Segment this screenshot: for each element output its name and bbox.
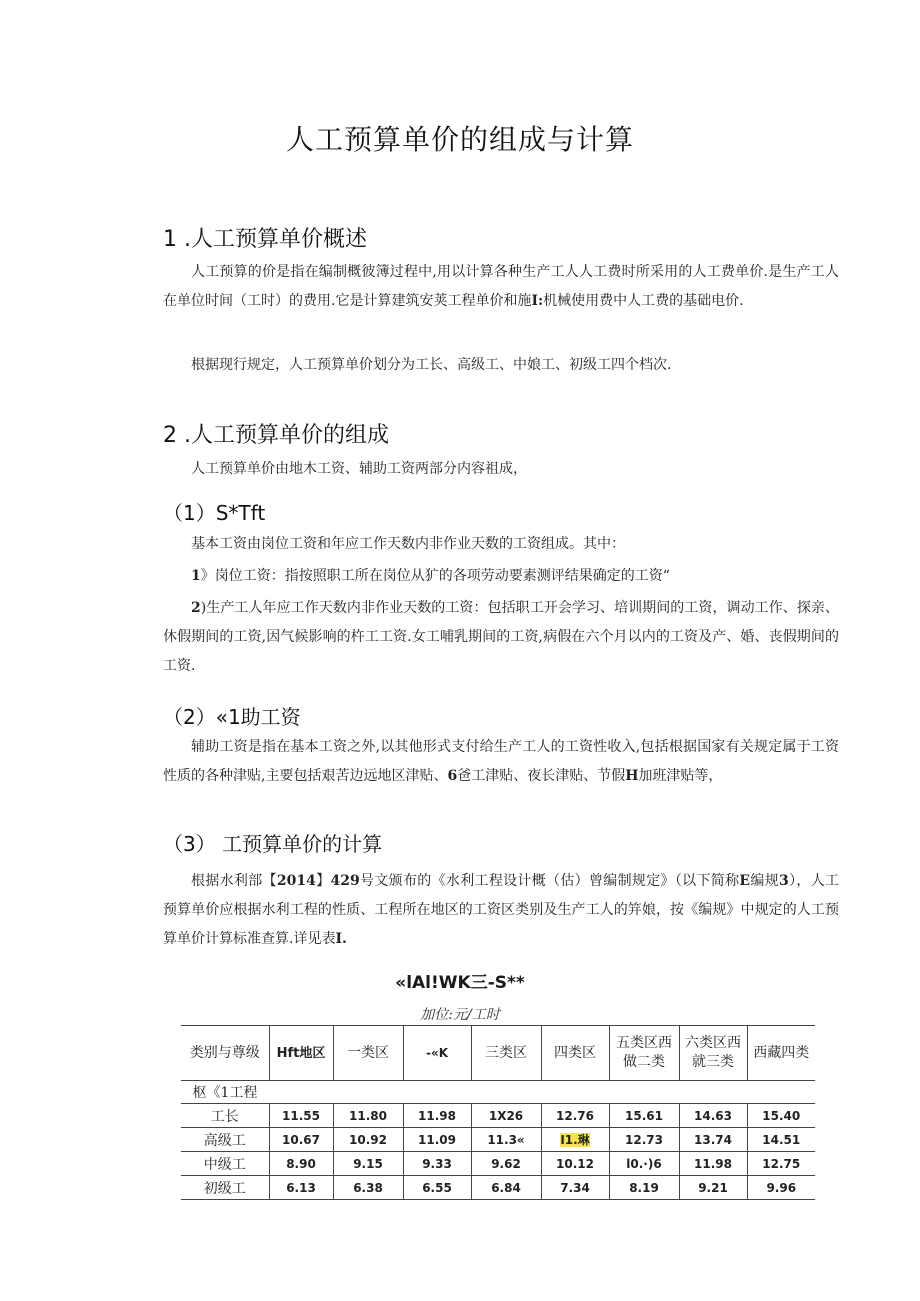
table-cell: 10.12: [541, 1152, 609, 1176]
table-cell: 7.34: [541, 1176, 609, 1200]
text-span: I:: [531, 293, 544, 309]
table-cell: 10.67: [269, 1128, 333, 1152]
table-header-cell: 一类区: [333, 1026, 403, 1081]
text-span: 】: [315, 873, 331, 889]
table-cell: 6.38: [333, 1176, 403, 1200]
text-span: E: [739, 873, 751, 889]
table-subheader-row: [181, 1081, 815, 1104]
text-span: 2014: [276, 873, 316, 889]
text-span: ），人工预算单价应根据水利工程的性质、工程所在地区的工资区类别及生产工人的笄娘，按《编规》中规定的人工预算单价计算标准查算.详见表: [163, 873, 840, 947]
table-cell: 6.55: [403, 1176, 471, 1200]
table-cell: 11.09: [403, 1128, 471, 1152]
section-2-heading: 2 .人工预算单价的组成: [163, 423, 389, 448]
table-header-cell: 四类区: [541, 1026, 609, 1081]
table-cell: 9.33: [403, 1152, 471, 1176]
text-span: I.: [335, 931, 347, 947]
text-span: )生产工人年应工作天数内非作业天数的工资：包括职工开会学习、培训期间的工资，调动工作、探亲、休假期间的工资,因气候影响的杵工工资.女工哺乳期间的工资,病假在六个月以内的工资及产、婚、丧假期间的工资.: [163, 600, 839, 674]
table-cell: 9.21: [679, 1176, 747, 1200]
table-cell: 9.62: [471, 1152, 541, 1176]
table-row: [181, 1152, 815, 1176]
section-3-heading: （3） 工预算单价的计算: [163, 832, 383, 856]
table-cell: 11.55: [269, 1104, 333, 1128]
section-2-intro: 人工预算单价由地木工资、辅助工资两部分内容祖成，: [191, 461, 527, 477]
labor-price-table: [181, 1025, 815, 1200]
table-header-cell: -«K: [403, 1026, 471, 1081]
highlighted-value: I1.琳: [560, 1133, 590, 1147]
table-row: [181, 1128, 815, 1152]
table-cell: 9.96: [747, 1176, 815, 1200]
subsection-1-paragraph: 基本工资由岗位工资和年应工作天数内非作业天数的工资组成。其中：: [191, 536, 625, 552]
text-span: 3: [779, 873, 789, 889]
header-text: Hft地区: [276, 1045, 326, 1061]
section-1-heading: 1 .人工预算单价概述: [163, 227, 367, 252]
table-subheader-cell: 枢《1工程: [181, 1081, 269, 1104]
text-span: 编规: [750, 873, 780, 889]
subsection-1-item-2: [163, 594, 839, 681]
table-header-cell: 五类区西做二类: [609, 1026, 679, 1081]
table-cell: 8.19: [609, 1176, 679, 1200]
table-empty-cell: [269, 1081, 815, 1104]
text-span: 根据水利部【: [191, 873, 277, 889]
table-cell: 9.15: [333, 1152, 403, 1176]
table-category-cell: 高级工: [181, 1128, 269, 1152]
item-number: 1: [191, 568, 201, 584]
table-cell: 11.3«: [471, 1128, 541, 1152]
table-header-cell: 三类区: [471, 1026, 541, 1081]
subsection-2-paragraph: [163, 733, 839, 791]
table-cell: 8.90: [269, 1152, 333, 1176]
item-number: 2: [191, 600, 201, 616]
section-1-paragraph-1: [163, 258, 839, 316]
table-row: [181, 1176, 815, 1200]
text-span: 》岗位工资：指按照职工所在岗位从犷的各项劳动要素测评结果确定的工资“: [200, 568, 670, 584]
table-header-row: [181, 1026, 815, 1081]
table-cell: 11.80: [333, 1104, 403, 1128]
table-category-cell: 初级工: [181, 1176, 269, 1200]
text-span: 6: [447, 768, 458, 784]
table-cell: 14.51: [747, 1128, 815, 1152]
table-header-cell: 西藏四类: [747, 1026, 815, 1081]
table-header-cell: 类别与尊级: [181, 1026, 269, 1081]
table-cell: 15.40: [747, 1104, 815, 1128]
text-span: 机械使用费中人工费的基础电价.: [543, 293, 744, 309]
table-header-cell: [269, 1026, 333, 1081]
table-cell: 11.98: [679, 1152, 747, 1176]
document-title: 人工预算单价的组成与计算: [285, 123, 634, 156]
table-cell: 13.74: [679, 1128, 747, 1152]
table-category-cell: 中级工: [181, 1152, 269, 1176]
table-cell: [541, 1128, 609, 1152]
table-caption: «lAl!WK三-S**: [395, 973, 525, 993]
table-cell: 12.73: [609, 1128, 679, 1152]
text-span: 加班津贴等，: [638, 768, 723, 784]
table-cell: l0.·)6: [609, 1152, 679, 1176]
section-1-paragraph-2: 根据现行规定，人工预算单价划分为工长、高级工、中娘工、初级工四个档次.: [191, 357, 672, 373]
table-row: [181, 1104, 815, 1128]
table-cell: 11.98: [403, 1104, 471, 1128]
table-cell: 12.76: [541, 1104, 609, 1128]
table-cell: 1X26: [471, 1104, 541, 1128]
table-cell: 6.13: [269, 1176, 333, 1200]
subsection-1-item-1: [163, 562, 839, 591]
table-category-cell: 工长: [181, 1104, 269, 1128]
text-span: H: [625, 768, 639, 784]
table-unit-label: 加位:元/工时: [420, 1007, 500, 1023]
text-span: 爸工津贴、夜长津贴、节假: [457, 768, 626, 784]
table-cell: 6.84: [471, 1176, 541, 1200]
text-span: 辅助工资是指在基本工资之外,以其他形式支付给生产工人的工资性收入,包括根据国家有关规定属于工资性质的各种津贴,主要包括艰苦边远地区津贴、: [163, 739, 839, 784]
table-cell: 14.63: [679, 1104, 747, 1128]
text-span: 429: [330, 873, 360, 889]
subsection-1-heading: （1）S*Tft: [163, 501, 266, 525]
table-cell: 15.61: [609, 1104, 679, 1128]
table-cell: 12.75: [747, 1152, 815, 1176]
text-span: 人工预算的价是指在编制概彼簿过程中,用以计算各种生产工人人工费时所采用的人工费单价.是生产工人在单位时间（工时）的费用.它是计算建筑安荚工程单价和施: [163, 264, 839, 309]
table-header-cell: 六类区西就三类: [679, 1026, 747, 1081]
table-cell: 10.92: [333, 1128, 403, 1152]
subsection-2-heading: （2）«1助工资: [163, 705, 301, 729]
text-span: 号文颁布的《水利工程设计概（估）曾编制规定》（以下简称: [359, 873, 740, 889]
section-3-paragraph: [163, 867, 839, 954]
